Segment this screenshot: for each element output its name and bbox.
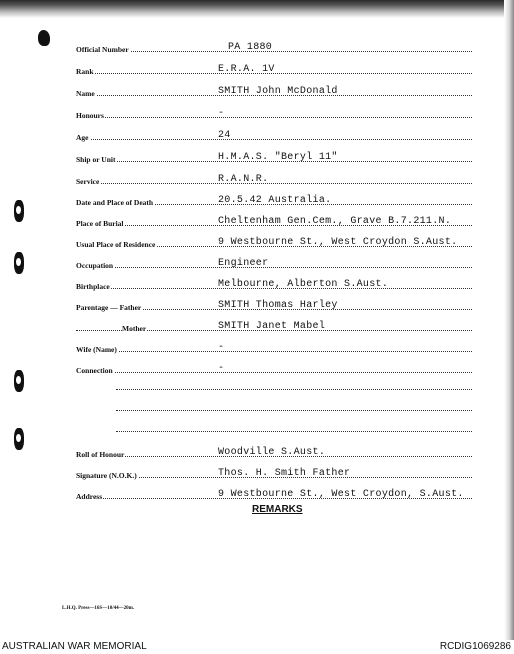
- blank-line: [116, 389, 472, 390]
- punch-hole-2: [14, 252, 24, 274]
- field-value: SMITH Thomas Harley: [218, 300, 338, 311]
- field-value: R.A.N.R.: [218, 174, 269, 185]
- scan-edge-top: [0, 0, 514, 18]
- field-value: Thos. H. Smith Father: [218, 468, 351, 479]
- field-label: Parentage — Father: [76, 303, 142, 312]
- blank-line: [116, 431, 472, 432]
- field-value: -: [218, 108, 225, 119]
- field-label: Connection: [76, 366, 113, 375]
- field-value: H.M.A.S. "Beryl 11": [218, 152, 338, 163]
- field-value: 20.5.42 Australia.: [218, 195, 332, 206]
- field-value: Engineer: [218, 258, 269, 269]
- remarks-heading: REMARKS: [252, 504, 303, 515]
- field-label: Mother: [122, 324, 147, 333]
- printer-imprint: L.H.Q. Press—16S—10/44—20m.: [62, 606, 134, 611]
- field-label: Roll of Honour: [76, 450, 125, 459]
- field-value: 24: [218, 130, 231, 141]
- punch-hole-3: [14, 370, 24, 392]
- field-value: E.R.A. 1V: [218, 64, 275, 75]
- field-label: Usual Place of Residence: [76, 240, 156, 249]
- field-label: Signature (N.O.K.): [76, 471, 137, 480]
- field-value: -: [218, 342, 225, 353]
- field-value: -: [218, 363, 225, 374]
- footer-record-id: RCDIG1069286: [439, 641, 511, 652]
- blank-line: [116, 410, 472, 411]
- punch-hole-4: [14, 428, 24, 450]
- dotted-rule: [76, 183, 472, 184]
- field-value: PA 1880: [228, 42, 273, 53]
- field-label: Birthplace: [76, 282, 110, 291]
- field-label: Address: [76, 492, 103, 501]
- field-label: Honours: [76, 111, 104, 120]
- field-label: Ship or Unit: [76, 155, 116, 164]
- scan-edge-right: [504, 0, 514, 640]
- field-label: Place of Burial: [76, 219, 124, 228]
- archive-footer: [0, 640, 514, 654]
- dotted-rule: [76, 267, 472, 268]
- ink-blot: [38, 30, 50, 46]
- footer-source: AUSTRALIAN WAR MEMORIAL: [2, 641, 147, 652]
- dotted-rule: [76, 51, 472, 52]
- field-label: Service: [76, 177, 100, 186]
- field-label: Date and Place of Death: [76, 198, 154, 207]
- field-value: Cheltenham Gen.Cem., Grave B.7.211.N.: [218, 216, 452, 227]
- field-label: Name: [76, 89, 95, 98]
- field-label: Age: [76, 133, 89, 142]
- dotted-rule: [76, 351, 472, 352]
- field-value: SMITH Janet Mabel: [218, 321, 326, 332]
- field-value: 9 Westbourne St., West Croydon S.Aust.: [218, 237, 458, 248]
- dotted-rule: [76, 117, 472, 118]
- dotted-rule: [76, 139, 472, 140]
- field-value: SMITH John McDonald: [218, 86, 338, 97]
- field-label: Occupation: [76, 261, 114, 270]
- field-value: Melbourne, Alberton S.Aust.: [218, 279, 389, 290]
- field-label: Official Number: [76, 45, 129, 54]
- field-value: 9 Westbourne St., West Croydon, S.Aust.: [218, 489, 464, 500]
- field-label: Wife (Name): [76, 345, 117, 354]
- field-value: Woodville S.Aust.: [218, 447, 326, 458]
- dotted-rule: [76, 372, 472, 373]
- field-label: Rank: [76, 67, 94, 76]
- punch-hole-1: [14, 200, 24, 222]
